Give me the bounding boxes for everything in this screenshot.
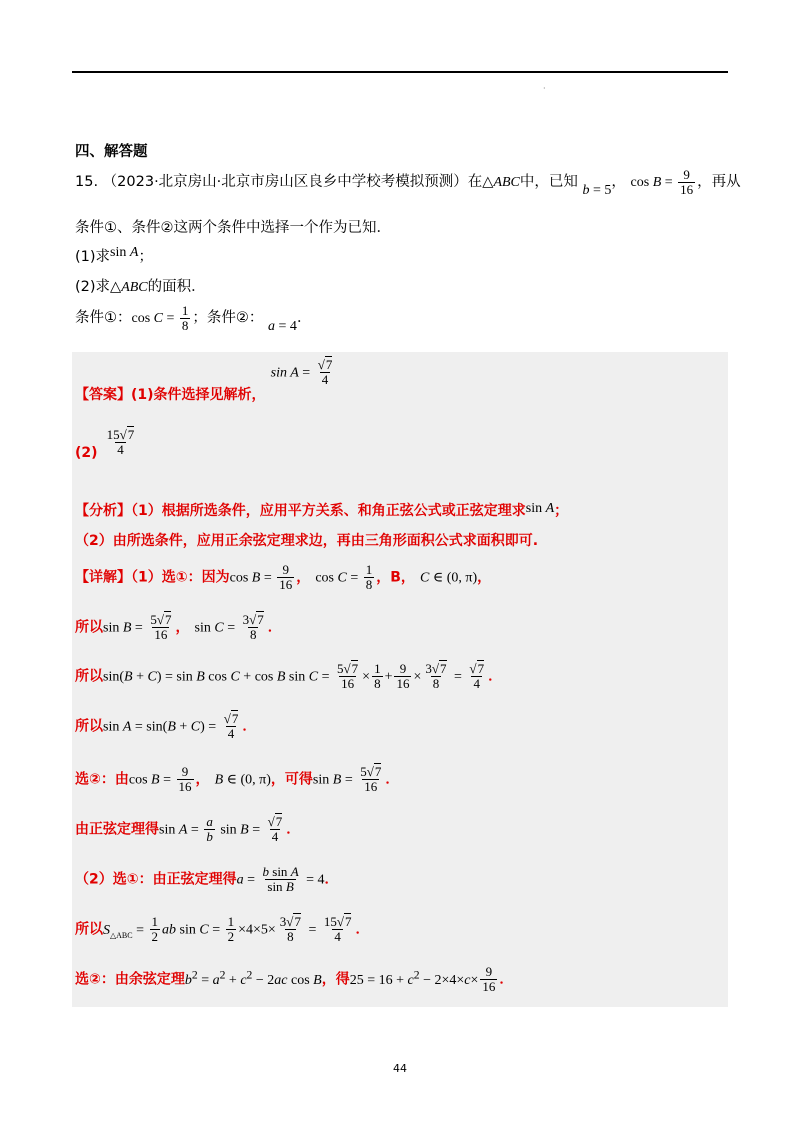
detail-line-2: 所以sin B = $\frac{5√7}{16}$ ， sin C = $\frac{3√7}{8}$ ． — [75, 612, 282, 642]
conditions-line: 条件①：cos C = $\frac{1}{8}$ ；条件②： a = 4． — [75, 303, 312, 335]
detail-line-1: 【详解】（1）选①：因为cos B = $\frac{9}{16}$ ， cos C = $\frac{1}{8}$ ，B， C ∈ (0, π)， — [75, 562, 492, 592]
answer-line-2: (2) $\frac{15√7}{4}$ — [75, 427, 135, 461]
problem-number: 15. — [75, 174, 99, 191]
detail-line-4: 所以sin A = sin(B + C) = $\frac{√7}{4}$ ． — [75, 711, 257, 741]
detail-line-8: 所以$S_{\triangle ABC}$ = $\frac{1}{2}$ ab sin C = $\frac{1}{2}$ ×4×5× $\frac{3√7}{8}$ = $\frac{15√7}{4}$ ． — [75, 914, 370, 944]
problem-line-1: 15. （2023·北京房山·北京市房山区良乡中学校考模拟预测）在△ABC中，已知 b = 5， cos B = $\frac{9}{16}$ ，再从 — [75, 167, 741, 199]
detail-line-9: 选②：由余弦定理$b^2 = a^2 + c^2 - 2ac$ cos B，得$25 = 16 + c^2 - 2\times 4\times c\times$ $\frac{9}{16}$ ． — [75, 964, 514, 994]
detail-line-3: 所以sin(B + C) = sin B cos C + cos B sin C = $\frac{5√7}{16}$ × $\frac{1}{8}$ + $\frac{9}{16}$ × $\frac{3√7}{8}$ = $\frac{√7}{4}$ ． — [75, 661, 503, 691]
header-rule — [72, 71, 728, 73]
analysis-line-1: 【分析】（1）根据所选条件，应用平方关系、和角正弦公式或正弦定理求sin A； — [75, 501, 569, 519]
analysis-line-2: （2）由所选条件，应用正余弦定理求边，再由三角形面积公式求面积即可. — [75, 533, 539, 549]
detail-line-5: 选②：由cos B = $\frac{9}{16}$ ， B ∈ (0, π)，可得sin B = $\frac{5√7}{16}$ ． — [75, 764, 400, 794]
answer-label: 【答案】(1)条件选择见解析， — [75, 386, 266, 403]
answer-line-1: 【答案】(1)条件选择见解析， sin A = $\frac{√7}{4}$ — [75, 357, 333, 403]
header-mark: · — [543, 84, 546, 93]
page-number: 44 — [393, 1062, 407, 1075]
section-heading: 四、解答题 — [75, 144, 148, 160]
problem-line-2: 条件①、条件②这两个条件中选择一个作为已知． — [75, 220, 391, 236]
question-1: (1)求sin A； — [75, 245, 153, 265]
problem-source: （2023·北京房山·北京市房山区良乡中学校考模拟预测）在△ — [102, 174, 494, 191]
question-2: (2)求△ABC的面积． — [75, 279, 206, 295]
detail-line-6: 由正弦定理得sin A = $\frac{a}{b}$ sin B = $\frac{√7}{4}$ ． — [75, 814, 301, 844]
detail-line-7: （2）选①：由正弦定理得a = $\frac{\text{b sin A}}{\text{sin B}}$ = 4． — [75, 864, 339, 894]
